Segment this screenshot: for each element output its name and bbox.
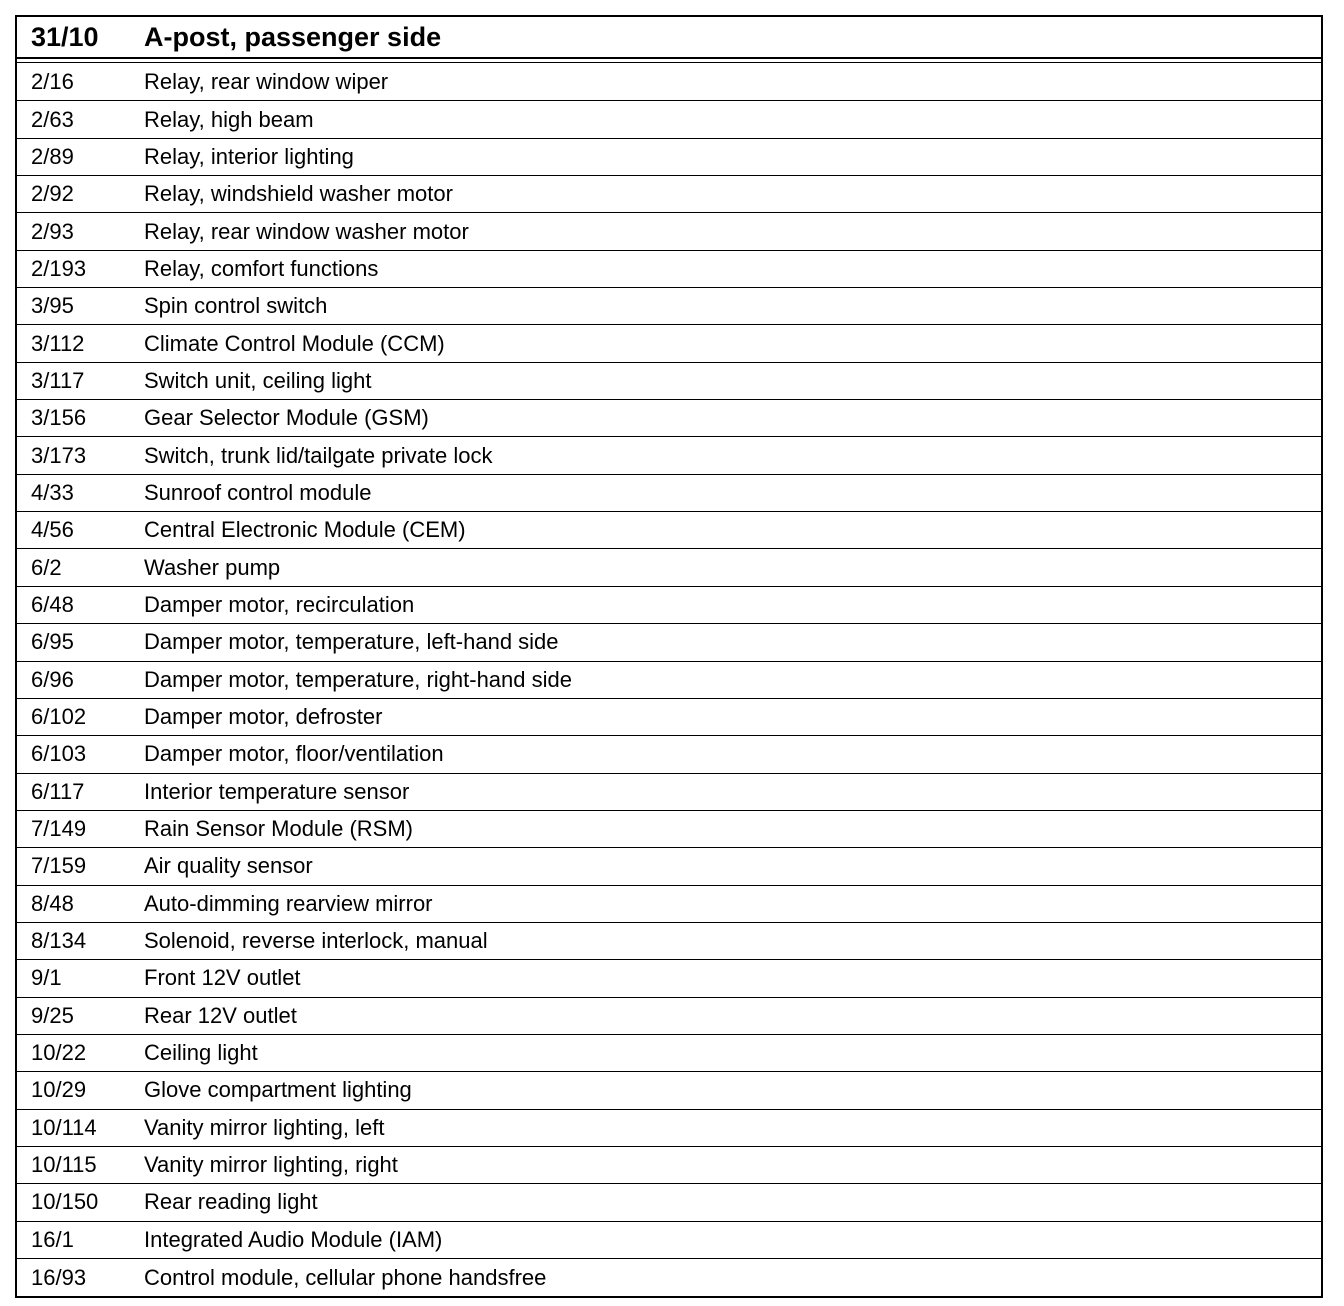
table-row [17,475,1321,512]
row-description: Integrated Audio Module (IAM) [144,1226,443,1252]
table-row [17,960,1321,997]
table-row [17,1110,1321,1147]
table-row [17,587,1321,624]
table-row [17,1035,1321,1072]
row-code: 2/63 [31,106,74,132]
row-code: 6/2 [31,554,62,580]
row-description: Switch, trunk lid/tailgate private lock [144,442,493,468]
table-row [17,1222,1321,1259]
row-description: Relay, interior lighting [144,143,354,169]
row-code: 2/89 [31,143,74,169]
table-row [17,886,1321,923]
row-description: Ceiling light [144,1040,258,1066]
row-description: Relay, windshield washer motor [144,181,453,207]
row-description: Damper motor, temperature, right-hand side [144,666,572,692]
row-code: 4/33 [31,479,74,505]
row-code: 9/1 [31,965,62,991]
table-row [17,699,1321,736]
row-code: 2/93 [31,218,74,244]
table-row [17,176,1321,213]
row-code: 7/149 [31,816,87,842]
row-code: 8/48 [31,890,74,916]
table-row [17,848,1321,885]
table-row [17,624,1321,661]
table-row [17,325,1321,362]
row-code: 6/103 [31,741,87,767]
row-description: Rain Sensor Module (RSM) [144,816,413,842]
table-row [17,64,1321,101]
row-code: 6/96 [31,666,74,692]
row-description: Front 12V outlet [144,965,301,991]
row-code: 10/29 [31,1077,87,1103]
row-code: 3/156 [31,405,87,431]
table-row [17,774,1321,811]
row-code: 7/159 [31,853,87,879]
table-row [17,437,1321,474]
row-description: Central Electronic Module (CEM) [144,517,466,543]
row-description: Sunroof control module [144,479,372,505]
row-description: Relay, rear window washer motor [144,218,469,244]
row-description: Spin control switch [144,293,328,319]
row-description: Relay, comfort functions [144,255,379,281]
table-row [17,736,1321,773]
row-code: 8/134 [31,928,87,954]
row-description: Interior temperature sensor [144,778,410,804]
row-code: 16/1 [31,1226,74,1252]
row-code: 2/92 [31,181,74,207]
table-row [17,512,1321,549]
row-code: 2/193 [31,255,87,281]
row-code: 6/95 [31,629,74,655]
row-description: Air quality sensor [144,853,313,879]
row-code: 16/93 [31,1264,87,1290]
table-row [17,811,1321,848]
row-code: 2/16 [31,69,74,95]
table-row [17,213,1321,250]
row-code: 6/48 [31,591,74,617]
row-description: Relay, high beam [144,106,314,132]
row-code: 6/117 [31,778,85,804]
row-code: 3/112 [31,330,85,356]
row-description: Gear Selector Module (GSM) [144,405,429,431]
table-row [17,549,1321,586]
row-code: 3/173 [31,442,87,468]
table-row [17,400,1321,437]
table-row [17,288,1321,325]
row-code: 3/95 [31,293,74,319]
table-row [17,1147,1321,1184]
row-description: Rear 12V outlet [144,1002,297,1028]
row-code: 10/150 [31,1189,99,1215]
row-code: 4/56 [31,517,74,543]
table-row [17,139,1321,176]
table-row [17,1072,1321,1109]
table-header [17,17,1321,59]
row-description: Switch unit, ceiling light [144,367,372,393]
row-code: 6/102 [31,704,87,730]
row-description: Damper motor, recirculation [144,591,415,617]
row-code: 10/22 [31,1040,87,1066]
table-row [17,1184,1321,1221]
table-row [17,662,1321,699]
table-row [17,101,1321,138]
header-title: A-post, passenger side [144,21,442,52]
component-table [15,15,1323,1298]
row-description: Auto-dimming rearview mirror [144,890,433,916]
row-description: Control module, cellular phone handsfree [144,1264,547,1290]
row-description: Rear reading light [144,1189,318,1215]
table-row [17,998,1321,1035]
row-description: Damper motor, floor/ventilation [144,741,444,767]
row-code: 10/115 [31,1152,97,1178]
row-description: Glove compartment lighting [144,1077,412,1103]
row-code: 10/114 [31,1114,97,1140]
row-description: Climate Control Module (CCM) [144,330,445,356]
table-row [17,363,1321,400]
row-description: Solenoid, reverse interlock, manual [144,928,488,954]
row-code: 9/25 [31,1002,74,1028]
row-description: Damper motor, temperature, left-hand side [144,629,559,655]
row-description: Damper motor, defroster [144,704,383,730]
table-body [17,64,1321,1296]
table-row [17,923,1321,960]
header-code: 31/10 [31,21,99,52]
table-row [17,1259,1321,1296]
row-description: Relay, rear window wiper [144,69,389,95]
row-description: Vanity mirror lighting, right [144,1152,398,1178]
row-description: Washer pump [144,554,281,580]
row-description: Vanity mirror lighting, left [144,1114,385,1140]
row-code: 3/117 [31,367,85,393]
table-row [17,251,1321,288]
